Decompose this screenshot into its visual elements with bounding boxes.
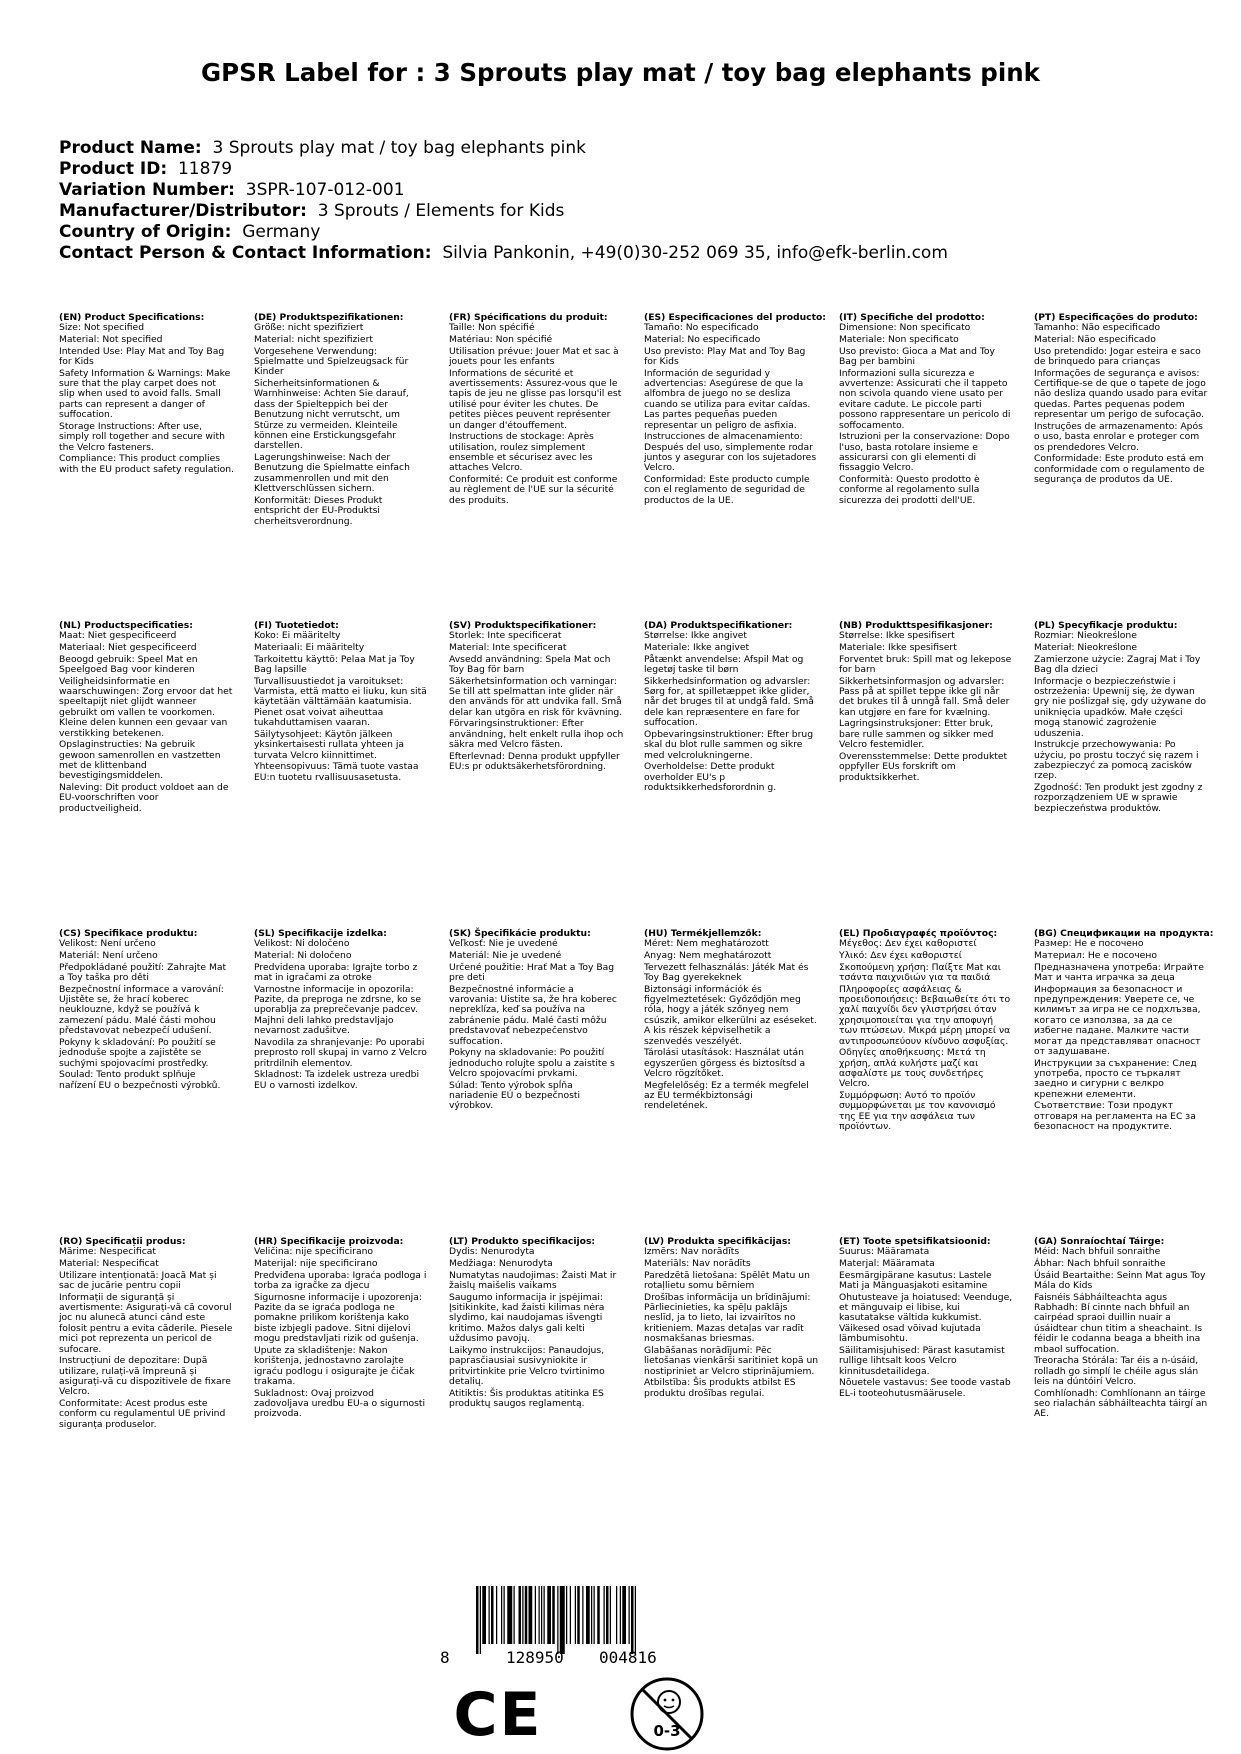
barcode-left-group: 128950 — [506, 1648, 564, 1667]
spec-field: Material: Não especificado — [1034, 334, 1156, 345]
spec-field: Suurus: Määramata — [839, 1246, 930, 1258]
spec-field: Drošības informācija un brīdinājumi: Pārliecinieties, ka spēļu paklājs neslīd, ja to lieto, lai izvairītos no kritieniem. Mazas detaļas var radīt nosmakšanas briesmas. — [644, 1291, 811, 1345]
spec-field: Μέγεθος: Δεν έχει καθοριστεί — [839, 938, 977, 950]
product-name-value: 3 Sprouts play mat / toy bag elephants pink — [212, 138, 586, 158]
spec-heading: (EN) Product Specifications: — [59, 312, 205, 323]
spec-field: Overensstemmelse: Dette produktet oppfyller EUs forskrift om produktsikkerhet. — [839, 750, 1008, 783]
spec-field: Instructions de stockage: Après utilisation, roulez simplement ensemble et sécurisez avec les attaches Velcro. — [449, 431, 594, 474]
spec-field: Tervezett felhasználás: Játék Mat és Toy Bag gyerekeknek — [644, 961, 809, 983]
spec-block-ga — [1034, 1237, 1209, 1421]
barcode-bar — [529, 1586, 533, 1644]
spec-heading: (CS) Specifikace produktu: — [59, 928, 198, 939]
spec-field: Určené použitie: Hrať Mat a Toy Bag pre deti — [449, 961, 615, 983]
spec-field: Conformidade: Este produto está em conformidade com o regulamento de segurança de produtos da UE. — [1034, 453, 1205, 486]
spec-field: Dimensione: Non specificato — [839, 322, 971, 334]
spec-field: Safety Information & Warnings: Make sure that the play carpet does not slip when used to avoid falls. Small parts can represent a danger of suffocation. — [59, 367, 231, 421]
spec-field: Instrucțiuni de depozitare: După utilizare, rulați-vă împreună și asigurați-vă cu dispozitivele de fixare Velcro. — [59, 1355, 231, 1398]
barcode-bar — [629, 1586, 630, 1644]
ean-barcode — [440, 1586, 700, 1666]
spec-heading: (SV) Produktspecifikationer: — [449, 620, 597, 631]
spec-heading: (FI) Tuotetiedot: — [254, 620, 339, 631]
spec-block-es — [644, 312, 826, 507]
spec-heading: (HU) Termékjellemzők: — [644, 928, 762, 939]
spec-field: Naleving: Dit product voldoet aan de EU-voorschriften voor productveiligheid. — [59, 782, 229, 814]
spec-field: Uso previsto: Play Mat and Toy Bag for Kids — [644, 345, 806, 367]
spec-field: Bezpečnostní informace a varování: Ujistěte se, že hrací koberec neuklouzne, když se používá k zamezení pádu. Malé části mohou představovat nebezpečí udušení. — [59, 983, 224, 1037]
spec-field: Conformidad: Este producto cumple con el reglamento de seguridad de productos de la UE. — [644, 474, 810, 506]
spec-heading: (GA) Sonraíochtaí Táirge: — [1034, 1236, 1165, 1247]
spec-field: Materiál: Nie je uvedené — [449, 950, 562, 961]
barcode-bar — [577, 1586, 580, 1644]
spec-field: Storage Instructions: After use, simply roll together and secure with the Velcro fasteners. — [59, 420, 225, 453]
spec-heading: (ES) Especificaciones del producto: — [644, 312, 826, 323]
spec-heading: (ET) Toote spetsifikatsioonid: — [839, 1236, 991, 1247]
barcode-bar — [557, 1586, 558, 1654]
spec-field: Предназначена употреба: Играйте Мат и чанта играчка за деца — [1034, 961, 1204, 983]
label-title: GPSR Label for : 3 Sprouts play mat / toy bag elephants pink — [201, 58, 1040, 87]
spec-field: Uso pretendido: Jogar esteira e saco de brinquedo para crianças — [1034, 345, 1201, 367]
spec-heading: (HR) Specifikacije proizvoda: — [254, 1236, 404, 1247]
spec-field: Υλικό: Δεν έχει καθοριστεί — [839, 950, 962, 961]
spec-heading: (EL) Προδιαγραφές προϊόντος: — [839, 928, 998, 939]
spec-field: Taille: Non spécifié — [449, 322, 535, 334]
barcode-bar — [501, 1586, 502, 1644]
spec-field: Tamaño: No especificado — [644, 322, 759, 334]
spec-field: Съответствие: Този продукт отговаря на регламента на ЕС за безопасност на продуктите. — [1034, 1100, 1196, 1133]
spec-field: Předpokládané použití: Zahrajte Mat a Toy taška pro děti — [59, 961, 227, 983]
spec-field: Yhteensopivuus: Tämä tuote vastaa EU:n tuotetu rvallisuusasetusta. — [254, 761, 419, 783]
spec-field: Turvallisuustiedot ja varoitukset: Varmista, että matto ei liuku, kun sitä käytetään välttämään kaatumisia. Pienet osat voivat aiheuttaa tukahduttamisen vaaran. — [254, 675, 427, 729]
barcode-bar — [631, 1586, 634, 1654]
spec-field: Materijal: nije specificirano — [254, 1258, 378, 1269]
product-id-value: 11879 — [177, 159, 233, 179]
spec-heading: (DE) Produktspezifikationen: — [254, 312, 404, 323]
barcode-bar — [514, 1586, 515, 1644]
spec-field: Tárolási utasítások: Használat után egyszerűen görgess és biztosítsd a Velcro rögzítőket. — [644, 1047, 806, 1080]
spec-heading: (BG) Спецификации на продукта: — [1034, 928, 1214, 939]
spec-field: Anyag: Nem meghatározott — [644, 950, 772, 961]
spec-heading: (NB) Produkttspesifikasjoner: — [839, 620, 993, 631]
spec-field: Treoracha Stórála: Tar éis a n-úsáid, rolladh go simplí le chéile agus slán leis na dúntóirí Velcro. — [1034, 1355, 1199, 1388]
ce-mark-icon — [452, 1683, 544, 1741]
barcode-bar — [586, 1586, 590, 1644]
spec-heading: (DA) Produktspecifikationer: — [644, 620, 793, 631]
barcode-bar — [539, 1586, 540, 1644]
age-warning-icon — [629, 1676, 705, 1752]
barcode-bar — [480, 1586, 481, 1654]
spec-field: Storlek: Inte specificerat — [449, 630, 562, 642]
barcode-bar — [544, 1586, 545, 1644]
spec-heading: (PT) Especificações do produto: — [1034, 312, 1198, 323]
spec-field: Eesmärgipärane kasutus: Lastele Mati ja Mänguasjakoti esitamine — [839, 1269, 992, 1291]
spec-field: Material: Inte specificerat — [449, 642, 567, 653]
spec-field: Materiał: Nieokreślone — [1034, 642, 1138, 653]
spec-field: Nõuetele vastavus: See toode vastab EL-i tooteohutusmäärusele. — [839, 1377, 1011, 1399]
spec-field: Saugumo informacija ir įspėjimai: Įsitikinkite, kad žaisti kilimas nėra slydimo, kai naudojamas išvengti kritimo. Mažos dalys gali kelti uždusimo pavojų. — [449, 1291, 605, 1345]
spec-block-sl — [254, 929, 429, 1092]
spec-field: Συμμόρφωση: Αυτό το προϊόν συμμορφώνεται με τον κανονισμό της ΕΕ για την ασφάλεια των προϊόντων. — [839, 1090, 996, 1133]
spec-field: Material: Nespecificat — [59, 1258, 159, 1269]
barcode-bar — [525, 1586, 528, 1644]
spec-field: Informații de siguranță și avertismente: Asigurați-vă că covorul joc nu alunecă atunci când este folosit pentru a evita căderile. Piesele mici pot reprezenta un pericol de sufocare. — [59, 1291, 233, 1355]
spec-block-de — [254, 313, 429, 528]
spec-field: Velikost: Není určeno — [59, 938, 156, 950]
variation-number-label: Variation Number: — [59, 180, 235, 200]
spec-field: Vorgesehene Verwendung: Spielmatte und Spielzeugsack für Kinder — [254, 345, 409, 378]
barcode-bar — [522, 1586, 523, 1644]
spec-field: Úsáid Beartaithe: Seinn Mat agus Toy Mála do Kids — [1034, 1269, 1206, 1291]
spec-field: Konformität: Dieses Produkt entspricht der EU-Produktsi cherheitsverordnung. — [254, 494, 383, 527]
spec-heading: (SL) Specifikacije izdelka: — [254, 928, 387, 939]
variation-number-row — [59, 180, 948, 201]
barcode-bar — [560, 1586, 565, 1654]
spec-field: Materiaal: Niet gespecificeerd — [59, 642, 197, 653]
spec-block-ro — [59, 1237, 234, 1431]
product-info — [59, 138, 948, 264]
spec-field: Tamanho: Não especificado — [1034, 322, 1161, 334]
spec-heading: (FR) Spécifications du produit: — [449, 312, 608, 323]
contact-label: Contact Person & Contact Information: — [59, 243, 432, 263]
spec-field: Påtænkt anvendelse: Afspil Mat og legetøj taske til børn — [644, 653, 804, 675]
spec-block-el — [839, 929, 1014, 1134]
spec-heading: (LT) Produkto specifikacijos: — [449, 1236, 596, 1247]
spec-field: Pokyny na skladovanie: Po použití jednoducho rolujte spolu a zaistite s Velcro spojovacími prvkami. — [449, 1047, 615, 1080]
spec-block-cs — [59, 929, 234, 1092]
spec-field: Medžiaga: Nenurodyta — [449, 1258, 553, 1269]
spec-heading: (IT) Specifiche del prodotto: — [839, 312, 985, 323]
contact-value: Silvia Pankonin, +49(0)30-252 069 35, info@efk-berlin.com — [442, 243, 948, 263]
spec-field: Conformità: Questo prodotto è conforme al regolamento sulla sicurezza dei prodotti dell'UE. — [839, 474, 980, 506]
spec-block-hu — [644, 929, 819, 1113]
spec-field: Méid: Nach bhfuil sonraithe — [1034, 1246, 1161, 1258]
spec-field: Atbilstība: Šis produkts atbilst ES produktu drošības regulai. — [644, 1377, 796, 1399]
spec-field: Uso previsto: Gioca a Mat and Toy Bag per bambini — [839, 345, 995, 367]
barcode-bar — [591, 1586, 592, 1644]
spec-field: Materiale: Ikke angivet — [644, 642, 750, 653]
variation-number-value: 3SPR-107-012-001 — [245, 180, 405, 200]
spec-field: Informacje o bezpieczeństwie i ostrzeżenia: Upewnij się, że dywan gry nie poślizgał się, gdy używane do uniknięcia upadków. Małe części mogą stanowić zagrożenie uduszenia. — [1034, 675, 1207, 739]
barcode-first-digit: 8 — [440, 1648, 450, 1667]
spec-field: Zamierzone użycie: Zagraj Mat i Toy Bag dla dzieci — [1034, 653, 1201, 675]
spec-field: Säkerhetsinformation och varningar: Se till att spelmattan inte glider när den används för att undvika fall. Små delar kan utgöra en risk för kvävning. — [449, 675, 623, 718]
spec-field: Méret: Nem meghatározott — [644, 938, 769, 950]
barcode-bars — [476, 1586, 666, 1656]
spec-field: Beoogd gebruik: Speel Mat en Speelgoed Bag voor kinderen — [59, 653, 198, 675]
spec-heading: (SK) Špecifikácie produktu: — [449, 928, 591, 939]
spec-block-sk — [449, 929, 624, 1113]
spec-field: Utilizare intenționată: Joacă Mat și sac de jucărie pentru copii — [59, 1269, 217, 1291]
spec-field: Sicherheitsinformationen & Warnhinweise: Achten Sie darauf, dass der Spielteppich bei der Benutzung nicht verrutscht, um Stürze zu vermeiden. Kleinteile können eine Erstickungsgefahr darstellen. — [254, 378, 409, 452]
barcode-bar — [504, 1586, 505, 1644]
barcode-bar — [606, 1586, 609, 1644]
barcode-bar — [547, 1586, 551, 1644]
barcode-bar — [575, 1586, 576, 1644]
spec-field: Rozmiar: Nieokreślone — [1034, 630, 1137, 642]
age-range-text: 0-3 — [653, 1722, 681, 1740]
spec-field: Súlad: Tento výrobok spĺňa nariadenie EÚ o bezpečnosti výrobkov. — [449, 1079, 581, 1112]
spec-field: Upute za skladištenje: Nakon korištenja, jednostavno zarolajte igraću podlogu i osigurajte je čičak trakama. — [254, 1344, 415, 1388]
spec-field: Lagerungshinweise: Nach der Benutzung die Spielmatte einfach zusammenrollen und mit den Klettverschlüssen sichern. — [254, 452, 410, 495]
spec-field: Material: Not specified — [59, 334, 163, 345]
spec-field: Intended Use: Play Mat and Toy Bag for Kids — [59, 345, 225, 367]
spec-field: Veľkosť: Nie je uvedené — [449, 938, 558, 950]
barcode-bar — [535, 1586, 536, 1644]
barcode-bar — [482, 1586, 486, 1644]
spec-field: Informações de segurança e avisos: Certifique-se de que o tapete de jogo não desliza quando usado para evitar quedas. Partes pequenas podem representar um perigo de sufocação. — [1034, 367, 1208, 421]
spec-block-sv — [449, 621, 624, 774]
country-of-origin-label: Country of Origin: — [59, 222, 232, 242]
spec-field: Soulad: Tento produkt splňuje nařízení EU o bezpečnosti výrobků. — [59, 1069, 221, 1091]
spec-field: Größe: nicht spezifiziert — [254, 322, 364, 334]
barcode-bar — [507, 1586, 512, 1644]
spec-field: Informazioni sulla sicurezza e avvertenze: Assicurati che il tappeto non scivola quando viene usato per evitare cadute. Le piccole parti possono rappresentare un pericolo di soffocamento. — [839, 367, 1011, 431]
barcode-bar — [541, 1586, 542, 1644]
barcode-bar — [622, 1586, 626, 1644]
spec-field: Skladnost: Ta izdelek ustreza uredbi EU o varnosti izdelkov. — [254, 1069, 420, 1091]
barcode-bar — [496, 1586, 497, 1644]
spec-field: Overholdelse: Dette produkt overholder EU's p roduktsikkerhedsforordnin g. — [644, 761, 777, 794]
spec-field: Materiāls: Nav norādīts — [644, 1258, 751, 1269]
spec-field: Avsedd användning: Spela Mat och Toy Bag för barn — [449, 653, 611, 675]
spec-field: Материал: Не е посочено — [1034, 950, 1157, 961]
barcode-bar — [476, 1586, 479, 1654]
spec-block-et — [839, 1237, 1014, 1400]
product-id-label: Product ID: — [59, 159, 168, 179]
spec-field: Οδηγίες αποθήκευσης: Μετά τη χρήση, απλά κυλήστε μαζί και ασφαλίστε με τους συνδετήρες Velcro. — [839, 1047, 986, 1090]
product-id-row — [59, 159, 948, 180]
spec-field: Instruções de armazenamento: Após o uso, basta enrolar e proteger com os prendedores Velcro. — [1034, 420, 1203, 453]
ce-mark-text: CE — [453, 1683, 543, 1741]
spec-field: Sukladnost: Ovaj proizvod zadovoljava uredbu EU-a o sigurnosti proizvoda. — [254, 1387, 426, 1420]
spec-block-pt — [1034, 313, 1209, 487]
spec-field: Størrelse: Ikke angivet — [644, 630, 748, 642]
spec-field: Mărime: Nespecificat — [59, 1246, 156, 1258]
spec-block-pl — [1034, 621, 1209, 815]
spec-field: Biztonsági információk és figyelmeztetések: Győződjön meg róla, hogy a játék szőnyeg nem csúszik, amikor elkerülni az eséseket. A kis részek képviselhetik a szenvedés veszélyét. — [644, 983, 817, 1047]
spec-heading: (PL) Specyfikacje produktu: — [1034, 620, 1178, 631]
spec-field: Materiale: Ikke spesifisert — [839, 642, 957, 653]
spec-field: Förvaringsinstruktioner: Efter användning, helt enkelt rulla ihop och säkra med Velcro fästen. — [449, 718, 624, 751]
spec-block-it — [839, 313, 1014, 507]
spec-field: Veličina: nije specificirano — [254, 1246, 374, 1258]
product-name-label: Product Name: — [59, 138, 202, 158]
spec-heading: (LV) Produkta specifikācijas: — [644, 1236, 791, 1247]
spec-block-fi — [254, 621, 429, 784]
spec-field: Navodila za shranjevanje: Po uporabi preprosto roll skupaj in varno z Velcro pritrdilnih elementov. — [254, 1036, 427, 1069]
spec-field: Dydis: Nenurodyta — [449, 1246, 535, 1258]
spec-block-fr — [449, 313, 624, 507]
spec-field: Bezpečnostné informácie a varovania: Uistite sa, že hra koberec nepreklíza, keď sa používa na zabránenie pádu. Malé časti môžu predstavovať nebezpečenstvo suffocation. — [449, 983, 617, 1047]
spec-field: Размер: Не е посочено — [1034, 938, 1144, 950]
barcode-bar — [635, 1586, 636, 1654]
spec-field: Информация за безопасност и предупреждения: Уверете се, че килимът за игра не се подхлъзва, когато се използва, за да се избегне падане. Малките части могат да представляват опасност от задушаване. — [1034, 983, 1201, 1058]
spec-field: Comhlíonadh: Comhlíonann an táirge seo rialachán sábháilteachta táirgí an AE. — [1034, 1387, 1208, 1420]
spec-field: Sikkerhetsinformasjon og advarsler: Pass på at spillet teppe ikke gli når det brukes til å unngå fall. Små deler kan utgjøre en fare for kvælning. — [839, 675, 1010, 718]
spec-block-da — [644, 621, 819, 795]
spec-field: Conformitate: Acest produs este conform cu regulamentul UE privind siguranța produselor. — [59, 1398, 226, 1430]
spec-field: Utilisation prévue: Jouer Mat et sac à jouets pour les enfants — [449, 345, 619, 367]
spec-block-nb — [839, 621, 1014, 784]
spec-field: Laikymo instrukcijos: Panaudojus, paprasčiausiai susivyniokite ir pritvirtinkite prie Velcro tvirtinimo detalių. — [449, 1344, 605, 1388]
spec-field: Faisnéis Sábháilteachta agus Rabhadh: Bí cinnte nach bhfuil an cairpéad spraoi duillin nuair a úsáidtear chun titim a sheachaint. Is féidir le codanna beaga a bheith ina mbaol suffocation. — [1034, 1291, 1203, 1355]
spec-field: Predviđena uporaba: Igraća podloga i torba za igračke za djecu — [254, 1269, 427, 1291]
spec-field: Size: Not specified — [59, 322, 145, 334]
spec-field: Conformité: Ce produit est conforme au règlement de l'UE sur la sécurité des produits. — [449, 474, 618, 506]
spec-field: Størrelse: Ikke spesifisert — [839, 630, 955, 642]
barcode-bar — [489, 1586, 490, 1644]
spec-field: Materiaali: Ei määritelty — [254, 642, 365, 653]
spec-field: Megfelelőség: Ez a termék megfelel az EU termékbiztonsági rendeletének. — [644, 1079, 809, 1112]
spec-block-lv — [644, 1237, 819, 1400]
spec-block-en — [59, 313, 234, 476]
barcode-bar — [616, 1586, 617, 1644]
spec-field: Инструкции за съхранение: След употреба, просто се търкалят заедно и сигурни с велкро крепежни елементи. — [1034, 1057, 1197, 1100]
barcode-bar — [594, 1586, 595, 1644]
spec-field: Πληροφορίες ασφάλειας & προειδοποιήσεις: Βεβαιωθείτε ότι το χαλί παιχνίδι δεν γλιστρήσει όταν χρησιμοποιείται για την αποφυγή των πτώσεων. Μικρά μέρη μπορεί να αντιπροσωπεύουν κίνδυνο ασφυξίας. — [839, 983, 1011, 1047]
spec-field: Efterlevnad: Denna produkt uppfyller EU:s pr oduktsäkerhetsförordning. — [449, 750, 620, 773]
country-of-origin-value: Germany — [242, 222, 321, 242]
spec-field: Matériau: Non spécifié — [449, 334, 553, 345]
spec-field: Glabāšanas norādījumi: Pēc lietošanas vienkārši saritiniet kopā un nostipriniet ar Velcro stiprinājumiem. — [644, 1344, 819, 1377]
spec-field: Paredzētā lietošana: Spēlēt Matu un rotaļlietu somu bērniem — [644, 1269, 810, 1291]
spec-field: Veiligheidsinformatie en waarschuwingen: Zorg ervoor dat het speeltapijt niet glijdt wanneer gebruikt om vallen te voorkomen. Kleine delen kunnen een gevaar van verstikking betekenen. — [59, 675, 233, 739]
barcode-bar — [620, 1586, 621, 1644]
spec-block-lt — [449, 1237, 624, 1411]
spec-field: Instrukcje przechowywania: Po użyciu, po prostu toczyć się razem i zabezpieczyć za pomocą zacisków rzep. — [1034, 739, 1199, 782]
barcode-right-group: 004816 — [599, 1648, 657, 1667]
barcode-bar — [570, 1586, 571, 1644]
barcode-bar — [582, 1586, 583, 1644]
spec-field: Predvidena uporaba: Igrajte torbo z mat in igračami za otroke — [254, 961, 418, 983]
spec-field: Ohutusteave ja hoiatused: Veenduge, et mänguvaip ei libise, kui kasutatakse vältida kukkumist. Väikesed osad võivad kujutada lämbumisohtu. — [839, 1291, 1013, 1345]
spec-field: Materiál: Není určeno — [59, 950, 158, 961]
manufacturer-value: 3 Sprouts / Elements for Kids — [317, 201, 565, 221]
spec-field: Atitiktis: Šis produktas atitinka ES produktų saugos reglamentą. — [449, 1387, 604, 1410]
spec-field: Información de seguridad y advertencias: Asegúrese de que la alfombra de juego no se desliza cuando se utiliza para evitar caídas. Las partes pequeñas pueden representar un peligro de asfixia. — [644, 367, 811, 431]
spec-field: Opslaginstructies: Na gebruik gewoon samenrollen en vastzetten met de klittenband bevestigingsmiddelen. — [59, 739, 221, 782]
barcode-bar — [519, 1586, 522, 1644]
barcode-bar — [566, 1586, 567, 1644]
spec-field: Forventet bruk: Spill mat og lekepose for barn — [839, 653, 1012, 675]
spec-field: Zgodność: Ten produkt jest zgodny z rozporządzeniem UE w sprawie bezpieczeństwa produktów. — [1034, 782, 1203, 814]
barcode-bar — [604, 1586, 605, 1644]
spec-field: Σκοπούμενη χρήση: Παίξτε Mat και τσάντα παιχνιδιών για τα παιδιά — [839, 961, 1001, 983]
spec-field: Materjal: Määramata — [839, 1258, 935, 1269]
country-of-origin-row — [59, 222, 948, 243]
barcode-bar — [597, 1586, 600, 1644]
spec-field: Numatytas naudojimas: Žaisti Mat ir žaislų maišelis vaikams — [449, 1269, 617, 1291]
barcode-bar — [610, 1586, 611, 1644]
spec-block-nl — [59, 621, 234, 815]
spec-field: Lagringsinstruksjoner: Etter bruk, bare rulle sammen og sikker med Velcro festemidler. — [839, 718, 994, 751]
spec-field: Ábhar: Nach bhfuil sonraithe — [1034, 1258, 1166, 1269]
spec-heading: (NL) Productspecificaties: — [59, 620, 193, 631]
contact-row — [59, 243, 948, 264]
manufacturer-row — [59, 201, 948, 222]
spec-field: Maat: Niet gespecificeerd — [59, 630, 177, 642]
spec-field: Säilitamisjuhised: Pärast kasutamist rullige lihtsalt koos Velcro kinnitusdetailidega. — [839, 1344, 1005, 1377]
product-name-row — [59, 138, 948, 159]
spec-field: Izmērs: Nav norādīts — [644, 1246, 740, 1258]
spec-field: Pokyny k skladování: Po použití se jednoduše spojte a zajistěte se suchými spojovacími prostředky. — [59, 1036, 216, 1069]
spec-field: Opbevaringsinstruktioner: Efter brug skal du blot rulle sammen og sikre med velcrolukningerne. — [644, 728, 814, 761]
spec-field: Istruzioni per la conservazione: Dopo l'uso, basta rotolare insieme e assicurarsi con gli elementi di fissaggio Velcro. — [839, 431, 1010, 474]
spec-field: Koko: Ei määritelty — [254, 630, 341, 642]
spec-field: Compliance: This product complies with the EU product safety regulation. — [59, 453, 234, 475]
spec-field: Velikost: Ni določeno — [254, 938, 350, 950]
spec-field: Instrucciones de almacenamiento: Después del uso, simplemente rodar juntos y asegurar con los sujetadores Velcro. — [644, 431, 817, 474]
barcode-bar — [552, 1586, 555, 1644]
spec-field: Materiale: Non specificato — [839, 334, 959, 345]
spec-field: Material: No especificado — [644, 334, 761, 345]
barcode-bar — [491, 1586, 494, 1644]
spec-field: Varnostne informacije in opozorila: Pazite, da preproga ne zdrsne, ko se uporablja za preprečevanje padcev. Majhni deli lahko predstavljajo nevarnost zadušitve. — [254, 983, 421, 1037]
spec-field: Material: Ni določeno — [254, 950, 352, 961]
spec-heading: (RO) Specificații produs: — [59, 1236, 186, 1247]
spec-field: Informations de sécurité et avertissements: Assurez-vous que le tapis de jeu ne glisse pas lorsqu'il est utilisé pour éviter les chutes. De petites pièces peuvent représenter un danger d'étouffement. — [449, 367, 622, 431]
spec-field: Tarkoitettu käyttö: Pelaa Mat ja Toy Bag lapsille — [254, 653, 415, 675]
spec-field: Säilytysohjeet: Käytön jälkeen yksinkertaisesti rullata yhteen ja turvata Velcro kiinnittimet. — [254, 728, 405, 761]
manufacturer-label: Manufacturer/Distributor: — [59, 201, 307, 221]
spec-field: Sigurnosne informacije i upozorenja: Pazite da se igraća podloga ne pomakne prilikom korištenja kako biste izbjegli padove. Sitni dijelovi mogu predstavljati rizik od gušenja. — [254, 1291, 422, 1345]
spec-field: Material: nicht spezifiziert — [254, 334, 373, 345]
spec-block-bg — [1034, 928, 1214, 1134]
spec-block-hr — [254, 1237, 429, 1421]
spec-field: Sikkerhedsinformation og advarsler: Sørg for, at spilletæppet ikke glider, når det bruges til at undgå fald. Små dele kan repræsentere en fare for suffocation. — [644, 675, 814, 729]
